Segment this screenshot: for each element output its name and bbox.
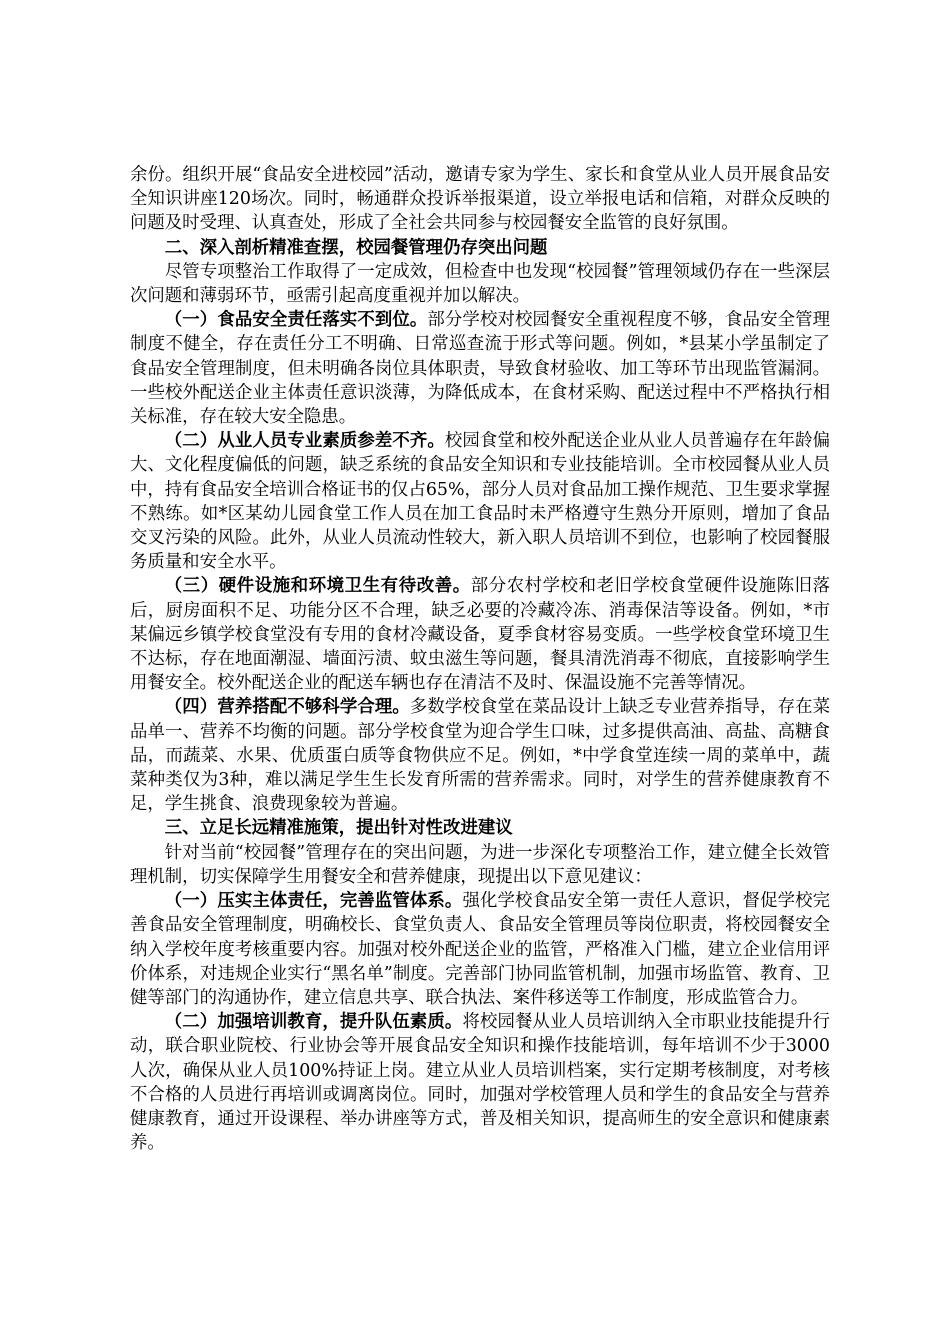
paragraph-problem-2 <box>130 429 830 574</box>
section-heading-two: 二、深入剖析精准查摆，校园餐管理仍存突出问题 <box>164 237 548 258</box>
section-heading-three: 三、立足长远精准施策，提出针对性改进建议 <box>164 818 513 839</box>
paragraph-problem-3 <box>130 574 830 695</box>
paragraph-body: 多数学校食堂在菜品设计上缺乏专业营养指导，存在菜品单一、营养不均衡的问题。部分学校食堂为迎合学生口味，过多提供高油、高盐、高糖食品，而蔬菜、水果、优质蛋白质等食物供应不足。例如，*中学食堂连续一周的菜单中，蔬菜种类仅为3种，难以满足学生生长发育所需的营养需求。同时，对学生的营养健康教育不足，学生挑食、浪费现象较为普遍。 <box>130 697 830 815</box>
paragraph-intro-suggestions: 针对当前“校园餐”管理存在的突出问题，为进一步深化专项整治工作，建立健全长效管理机制，切实保障学生用餐安全和营养健康，现提出以下意见建议： <box>130 842 830 887</box>
paragraph-body: 将校园餐从业人员培训纳入全市职业技能提升行动，联合职业院校、行业协会等开展食品安全知识和操作技能培训，每年培训不少于3000人次，确保从业人员100%持证上岗。建立从业人员培训档案，实行定期考核制度，对考核不合格的人员进行再培训或调离岗位。同时，加强对学校管理人员和学生的食品安全与营养健康教育，通过开设课程、举办讲座等方式，普及相关知识，提高师生的安全意识和健康素养。 <box>130 1012 830 1154</box>
document-page <box>130 163 830 1155</box>
paragraph-lead: （一）食品安全责任落实不到位。 <box>164 310 428 331</box>
paragraph-continuation: 余份。组织开展“食品安全进校园”活动，邀请专家为学生、家长和食堂从业人员开展食品安全知识讲座120场次。同时，畅通群众投诉举报渠道，设立举报电话和信箱，对群众反映的问题及时受理、认真查处，形成了全社会共同参与校园餐安全监管的良好氛围。 <box>130 165 830 234</box>
paragraph-suggestion-2 <box>130 1010 830 1155</box>
paragraph-suggestion-1 <box>130 889 830 1010</box>
paragraph-lead: （四）营养搭配不够科学合理。 <box>164 697 410 718</box>
paragraph-lead: （二）加强培训教育，提升队伍素质。 <box>164 1012 463 1033</box>
paragraph-lead: （二）从业人员专业素质参差不齐。 <box>164 431 445 452</box>
paragraph-body: 强化学校食品安全第一责任人意识，督促学校完善食品安全管理制度，明确校长、食堂负责人、食品安全管理员等岗位职责，将校园餐安全纳入学校年度考核重要内容。加强对校外配送企业的监管，严格准入门槛，建立企业信用评价体系，对违规企业实行“黑名单”制度。完善部门协同监管机制，加强市场监管、教育、卫健等部门的沟通协作，建立信息共享、联合执法、案件移送等工作制度，形成监管合力。 <box>130 891 830 1008</box>
paragraph-problem-1 <box>130 308 830 429</box>
paragraph-lead: （一）压实主体责任，完善监管体系。 <box>164 891 463 912</box>
paragraph-body: 部分学校对校园餐安全重视程度不够，食品安全管理制度不健全，存在责任分工不明确、日常巡查流于形式等问题。例如，*县某小学虽制定了食品安全管理制度，但未明确各岗位具体职责，导致食材验收、加工等环节出现监管漏洞。一些校外配送企业主体责任意识淡薄，为降低成本，在食材采购、配送过程中不严格执行相关标准，存在较大安全隐患。 <box>130 310 830 428</box>
paragraph-lead: （三）硬件设施和环境卫生有待改善。 <box>164 576 471 597</box>
paragraph-body: 部分农村学校和老旧学校食堂硬件设施陈旧落后，厨房面积不足、功能分区不合理，缺乏必要的冷藏冷冻、消毒保洁等设备。例如，*市某偏远乡镇学校食堂没有专用的食材冷藏设备，夏季食材容易变质。一些学校食堂环境卫生不达标，存在地面潮湿、墙面污渍、蚊虫滋生等问题，餐具清洗消毒不彻底，直接影响学生用餐安全。校外配送企业的配送车辆也存在清洁不及时、保温设施不完善等情况。 <box>130 576 830 694</box>
paragraph-problem-4 <box>130 695 830 816</box>
paragraph-intro-problems: 尽管专项整治工作取得了一定成效，但检查中也发现“校园餐”管理领域仍存在一些深层次问题和薄弱环节，亟需引起高度重视并加以解决。 <box>130 261 830 307</box>
paragraph-body: 校园食堂和校外配送企业从业人员普遍存在年龄偏大、文化程度偏低的问题，缺乏系统的食品安全知识和专业技能培训。全市校园餐从业人员中，持有食品安全培训合格证书的仅占65%，部分人员对食品加工操作规范、卫生要求掌握不熟练。如*区某幼儿园食堂工作人员在加工食品时未严格遵守生熟分开原则，增加了食品交叉污染的风险。此外，从业人员流动性较大，新入职人员培训不到位，也影响了校园餐服务质量和安全水平。 <box>130 431 830 573</box>
